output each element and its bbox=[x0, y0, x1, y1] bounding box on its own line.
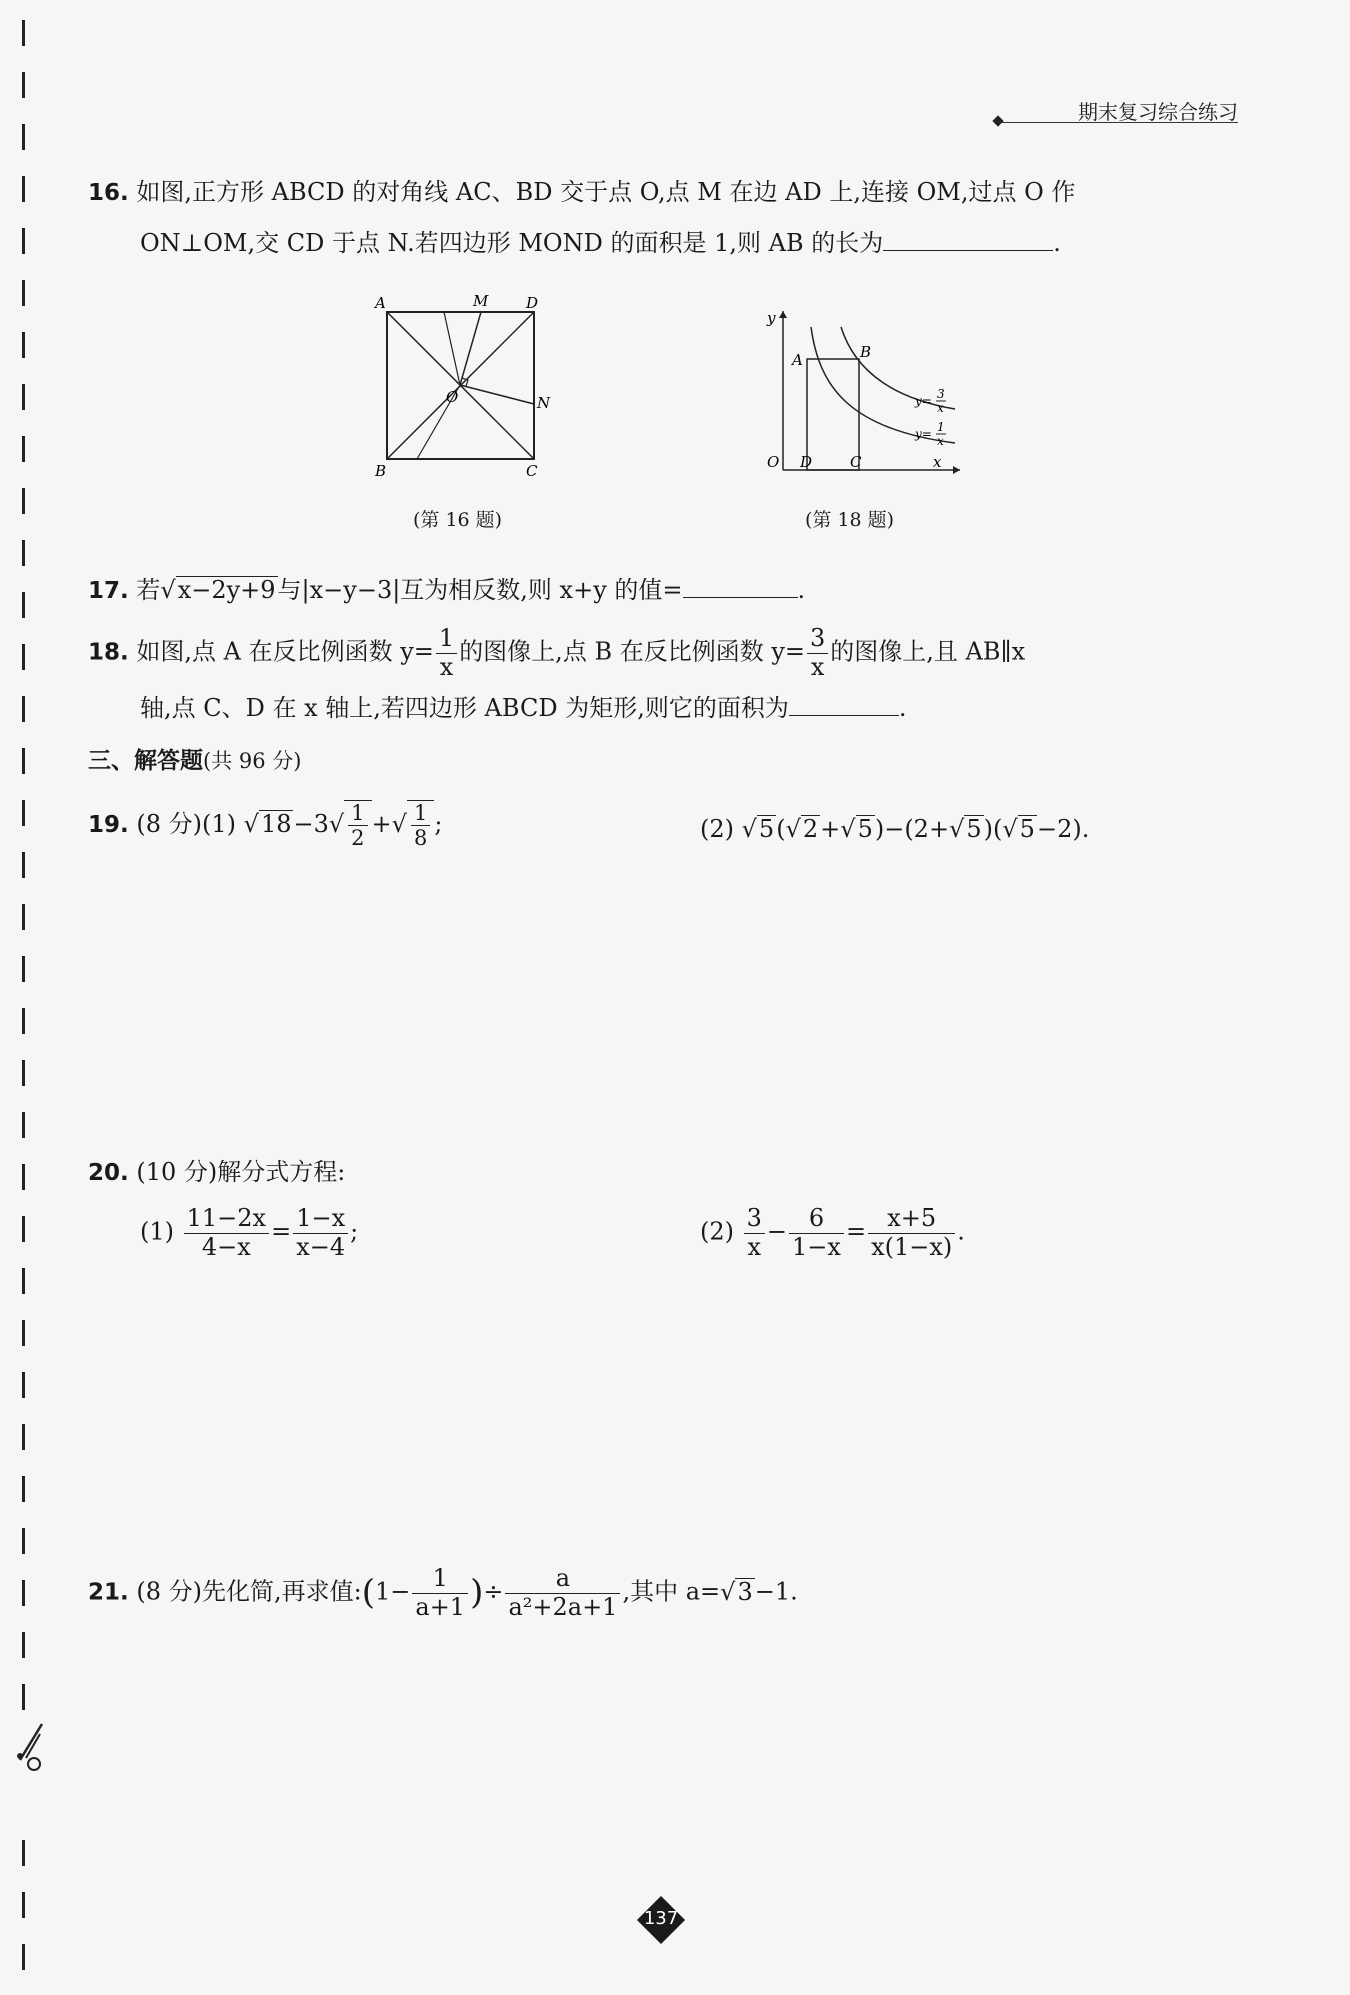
cut-line-dash bbox=[22, 852, 25, 878]
header-rule bbox=[998, 122, 1238, 123]
cut-line-dash bbox=[22, 488, 25, 514]
curve2-label: y= bbox=[915, 427, 932, 441]
label-d: D bbox=[800, 453, 813, 471]
cut-line-dash bbox=[22, 384, 25, 410]
label-x-axis: x bbox=[933, 453, 942, 471]
page-number-badge bbox=[636, 1895, 686, 1945]
label-n: N bbox=[537, 394, 551, 412]
curve-y-1-over-x bbox=[811, 327, 955, 443]
cut-line-dash bbox=[22, 1060, 25, 1086]
answer-blank[interactable] bbox=[883, 228, 1053, 251]
q16-caption: (第 16 题) bbox=[413, 509, 503, 531]
scissors-icon bbox=[14, 1720, 50, 1776]
label-a: A bbox=[792, 351, 803, 369]
cut-line-dash bbox=[22, 332, 25, 358]
cut-line-dash bbox=[22, 748, 25, 774]
label-c: C bbox=[850, 453, 862, 471]
svg-text:1: 1 bbox=[937, 420, 945, 434]
q19-part2: (2) √5(√2+√5)−(2+√5)(√5−2). bbox=[700, 815, 1090, 843]
cut-line-dash bbox=[22, 1320, 25, 1346]
cut-line-dash bbox=[22, 1268, 25, 1294]
cut-line-dash bbox=[22, 436, 25, 462]
fraction: $\frac{a}{\text{a²+2a+1}}$ bbox=[505, 1565, 620, 1621]
q20-part2: (2) $\frac{3}{x}$ − $\frac{6}{1-x}$ = $\frac{x+5}{x(1-x)}$ . bbox=[700, 1204, 965, 1261]
label-m: M bbox=[473, 292, 489, 310]
q16-text1: 如图,正方形 ABCD 的对角线 AC、BD 交于点 O,点 M 在边 AD 上,连接 OM,过点 O 作 bbox=[136, 178, 1076, 206]
label-c: C bbox=[526, 462, 538, 480]
label-o: O bbox=[767, 453, 780, 471]
cut-line bbox=[22, 0, 28, 1995]
label-b: B bbox=[375, 462, 387, 480]
cut-line-dash bbox=[22, 1892, 25, 1918]
cut-line-dash bbox=[22, 124, 25, 150]
q18-line2: 轴,点 C、D 在 x 轴上,若四边形 ABCD 为矩形,则它的面积为 . bbox=[140, 694, 907, 722]
aux-line-1 bbox=[444, 312, 460, 385]
cut-line-dash bbox=[22, 1632, 25, 1658]
cut-line-dash bbox=[22, 592, 25, 618]
q17-line: 17. 若√x−2y+9与|x−y−3|互为相反数,则 x+y 的值= . bbox=[88, 576, 806, 604]
q16-figure bbox=[370, 290, 560, 480]
diamond-icon bbox=[992, 115, 1003, 126]
cut-line-dash bbox=[22, 1112, 25, 1138]
q16-line1 bbox=[88, 180, 1075, 205]
label-y-axis: y bbox=[767, 309, 776, 327]
q21-line: 21. (8 分)先化简,再求值:(1− $\frac{1}{a+1}$ )÷ $\frac{a}{\text{a²+2a+1}}$ ,其中 a=√3−1. bbox=[88, 1564, 798, 1621]
fraction: $\frac{1-x}{x-4}$ bbox=[293, 1205, 348, 1261]
cut-line-dash bbox=[22, 540, 25, 566]
cut-line-dash bbox=[22, 956, 25, 982]
q18-figure bbox=[755, 305, 970, 485]
cut-line-dash bbox=[22, 1424, 25, 1450]
fraction: $\frac{x+5}{x(1-x)}$ bbox=[868, 1205, 955, 1261]
fraction: $\frac{3}{x}$ bbox=[744, 1205, 765, 1261]
answer-blank[interactable] bbox=[789, 693, 899, 716]
q16-text2: ON⊥OM,交 CD 于点 N.若四边形 MOND 的面积是 1,则 AB 的长为 bbox=[140, 229, 884, 257]
cut-line-dash bbox=[22, 72, 25, 98]
svg-text:x: x bbox=[937, 401, 944, 415]
q19-number: 19. bbox=[88, 812, 129, 839]
q21-number: 21. bbox=[88, 1579, 129, 1606]
cut-line-dash bbox=[22, 1372, 25, 1398]
cut-line-dash bbox=[22, 20, 25, 46]
running-header bbox=[978, 96, 1238, 126]
q18-caption: (第 18 题) bbox=[805, 509, 895, 531]
cut-line-dash bbox=[22, 904, 25, 930]
cut-line-dash bbox=[22, 228, 25, 254]
curve1-label: y= bbox=[915, 394, 932, 408]
cut-line-dash bbox=[22, 644, 25, 670]
q17-number: 17. bbox=[88, 578, 129, 604]
section-heading: 三、解答题(共 96 分) bbox=[88, 748, 302, 774]
cut-line-dash bbox=[22, 1164, 25, 1190]
cut-line-dash bbox=[22, 1840, 25, 1866]
segment-on bbox=[460, 385, 534, 404]
q16-line2: ON⊥OM,交 CD 于点 N.若四边形 MOND 的面积是 1,则 AB 的长为 . bbox=[140, 229, 1061, 257]
answer-blank[interactable] bbox=[683, 575, 798, 598]
q18-number: 18. bbox=[88, 639, 129, 666]
cut-line-dash bbox=[22, 800, 25, 826]
cut-line-dash bbox=[22, 1580, 25, 1606]
cut-line-dash bbox=[22, 1528, 25, 1554]
label-b: B bbox=[860, 343, 872, 361]
sqrt-expression: √x−2y+9 bbox=[160, 576, 276, 604]
fraction: $\frac{6}{1-x}$ bbox=[789, 1205, 844, 1261]
fraction: $\frac{1}{a+1}$ bbox=[412, 1565, 468, 1621]
svg-text:x: x bbox=[937, 434, 944, 448]
label-o: O bbox=[446, 388, 459, 406]
fraction-1-over-x: $\frac{1}{x}$ bbox=[436, 625, 457, 681]
header-title: 期末复习综合练习 bbox=[1078, 100, 1238, 124]
fraction-3-over-x: $\frac{3}{x}$ bbox=[807, 625, 828, 681]
q18-line1: 18. 如图,点 A 在反比例函数 y= $\frac{1}{x}$ 的图像上,点 B 在反比例函数 y= $\frac{3}{x}$ 的图像上,且 AB∥x bbox=[88, 624, 1026, 681]
q19-line: 19. (8 分)(1) √18−3√ $\frac{1}{2}$ +√ $\frac{1}{8}$ ; bbox=[88, 801, 443, 851]
cut-line-dash bbox=[22, 1944, 25, 1970]
page-number: 137 bbox=[643, 1908, 679, 1929]
svg-text:3: 3 bbox=[937, 387, 945, 401]
q20-part1: (1) $\frac{11-2x}{4-x}$ = $\frac{1-x}{x-4}$ ; bbox=[140, 1204, 359, 1261]
cut-line-dash bbox=[22, 1008, 25, 1034]
cut-line-dash bbox=[22, 280, 25, 306]
cut-line-dash bbox=[22, 696, 25, 722]
label-a: A bbox=[375, 294, 386, 312]
q20-intro: 20. (10 分)解分式方程: bbox=[88, 1158, 346, 1186]
label-d: D bbox=[526, 294, 539, 312]
cut-line-dash bbox=[22, 1216, 25, 1242]
cut-line-dash bbox=[22, 1684, 25, 1710]
segment-om bbox=[460, 312, 481, 385]
fraction: $\frac{11-2x}{4-x}$ bbox=[184, 1205, 269, 1261]
cut-line-dash bbox=[22, 1476, 25, 1502]
cut-line-dash bbox=[22, 176, 25, 202]
q20-number: 20. bbox=[88, 1160, 129, 1186]
q16-number: 16. bbox=[88, 180, 129, 206]
